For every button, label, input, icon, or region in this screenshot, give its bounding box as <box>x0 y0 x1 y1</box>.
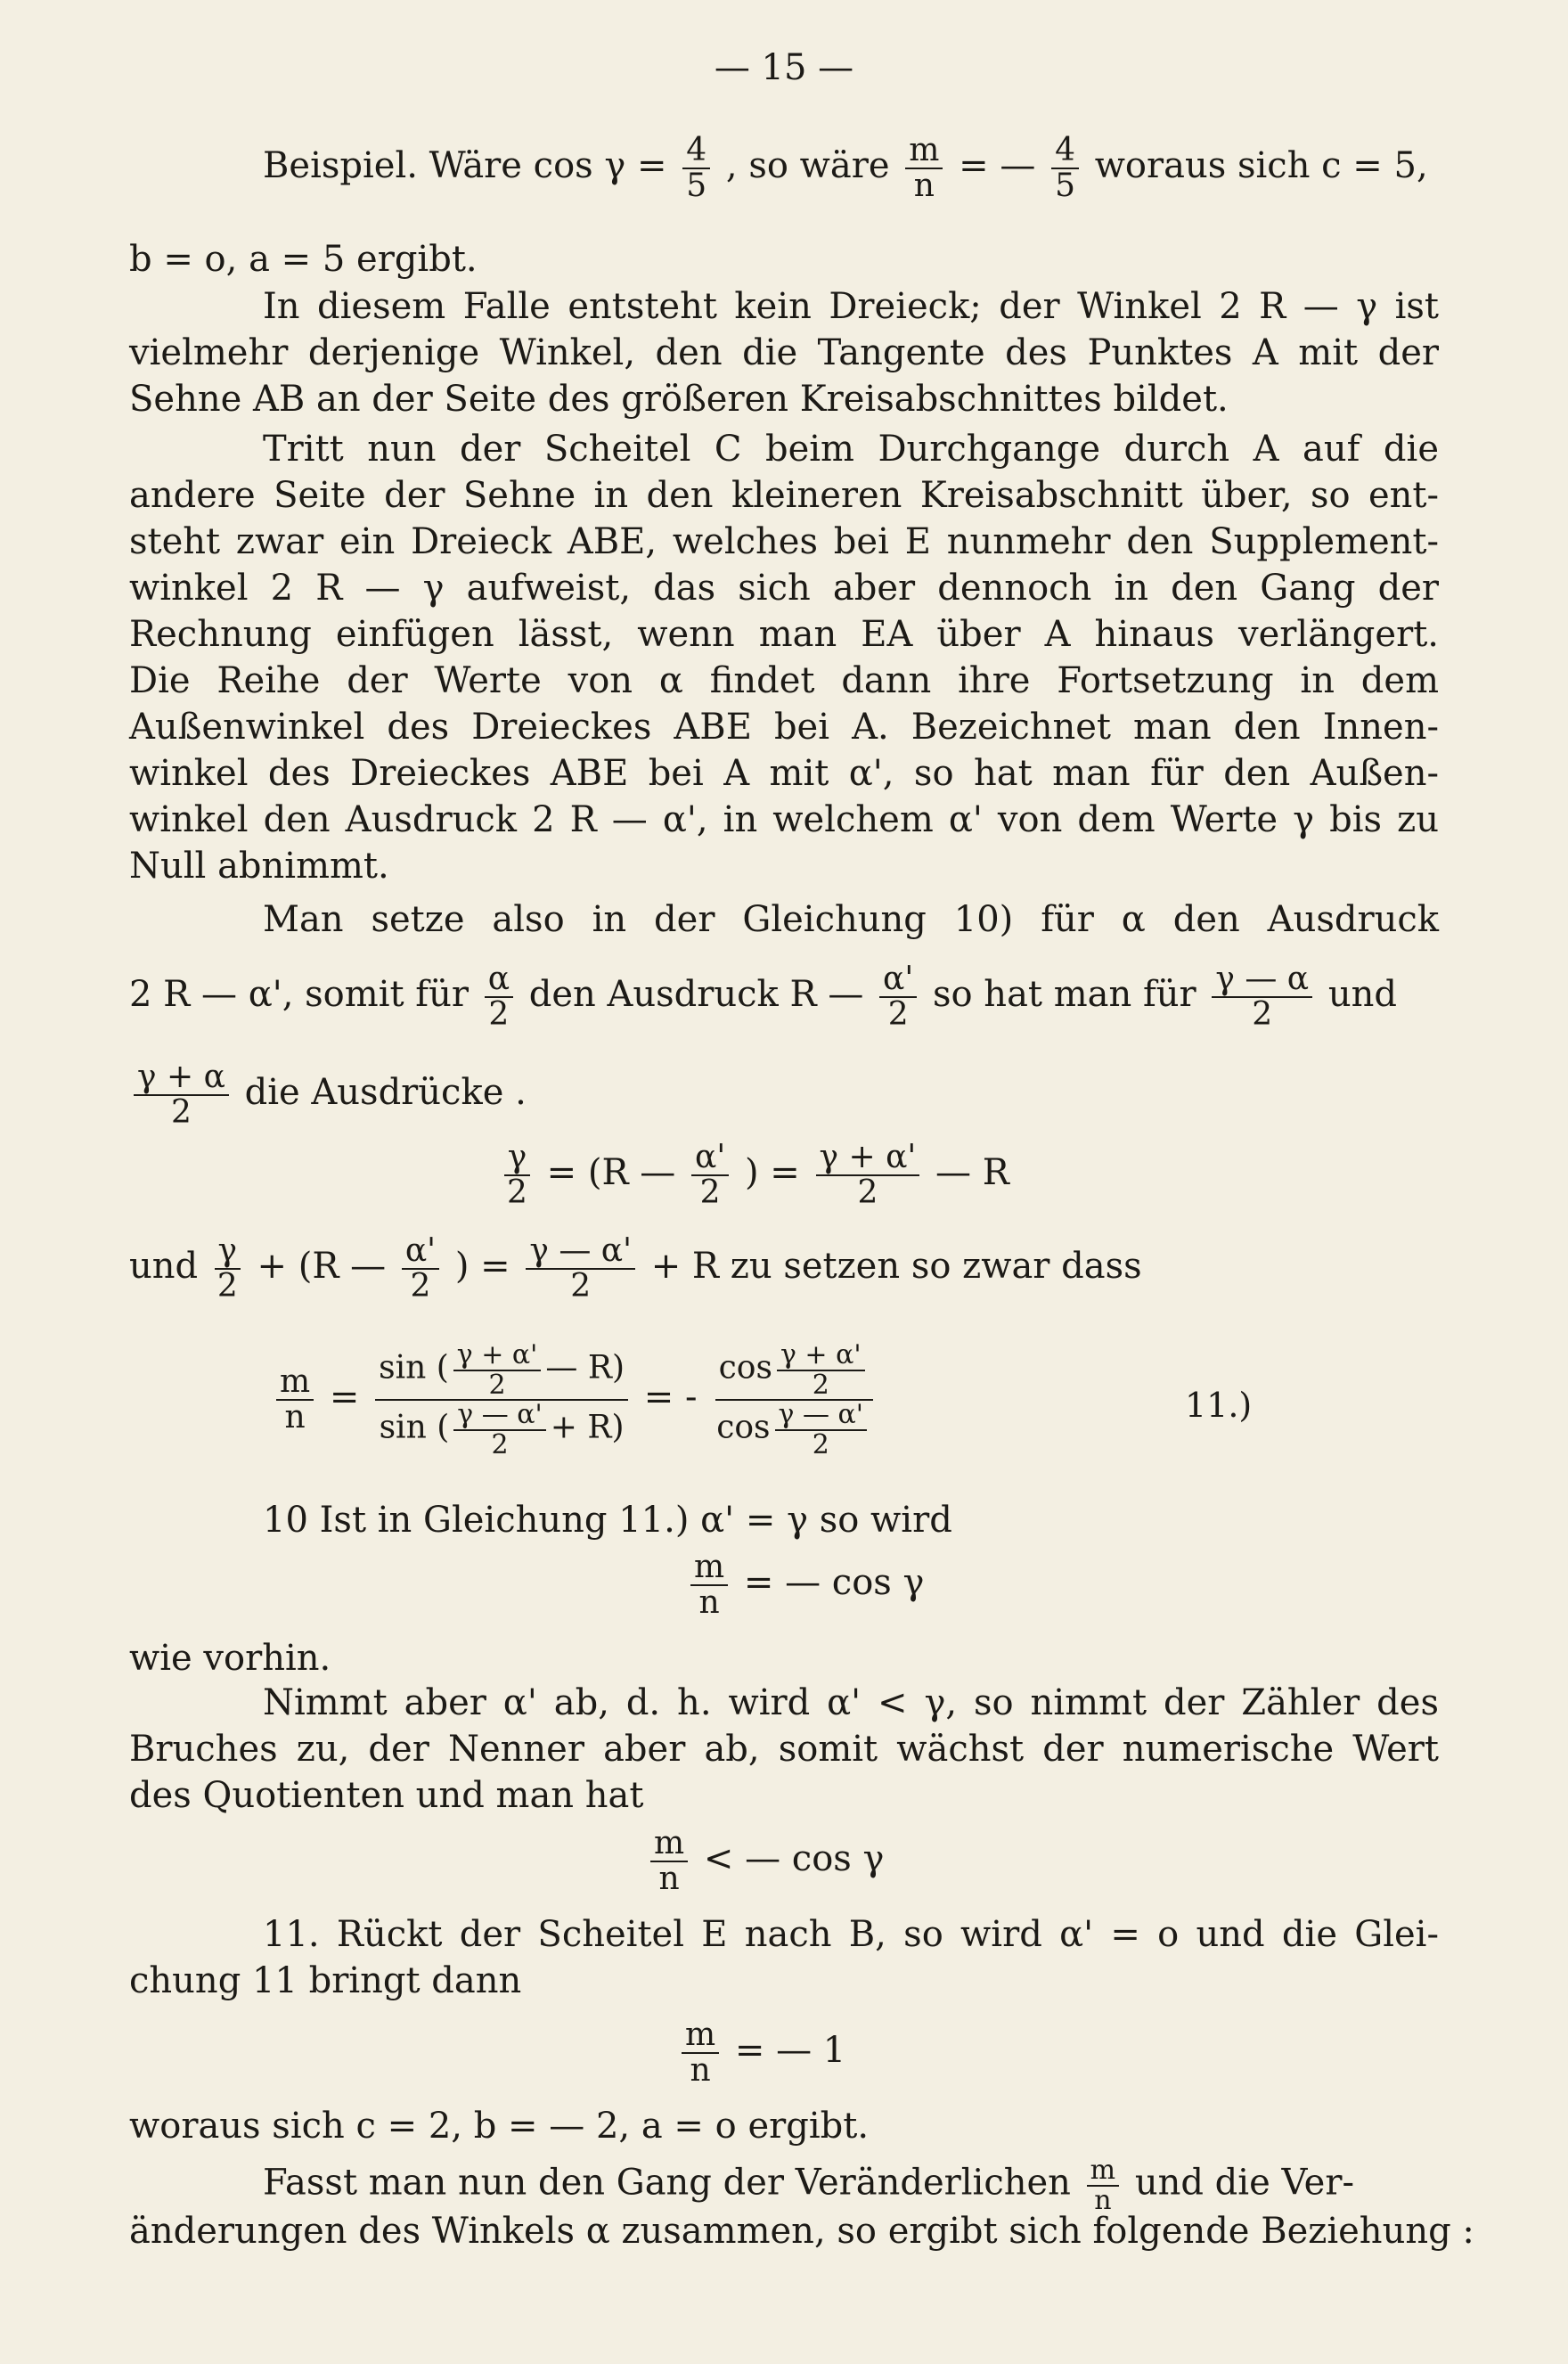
text-line: wie vorhin. <box>129 1638 331 1679</box>
fraction-m-n: $\frac{m}{n}$ <box>690 1550 728 1620</box>
text-line: vielmehr derjenige Winkel, den die Tangente des Punktes A mit der <box>129 332 1439 373</box>
text-line: des Quotienten und man hat <box>129 1775 644 1816</box>
fraction-m-n: $\frac{m}{n}$ <box>276 1365 314 1435</box>
example-line <box>263 134 1568 203</box>
text-line: 2 R — α', somit für $\frac{\alpha}{2}$ den Ausdruck R — $\frac{\alpha'}{2}$ so hat man für $\frac{\gamma — \alpha}{2}$ und <box>129 961 1397 1033</box>
text-line: steht zwar ein Dreieck ABE, welches bei E nunmehr den Supplement- <box>129 521 1439 562</box>
text-line: b = o, a = 5 ergibt. <box>129 239 478 280</box>
text-line: 11. Rückt der Scheitel E nach B, so wird α' = o und die Glei- <box>263 1914 1439 1955</box>
fraction-gamma-minus-alphap: $\frac{\gamma — \alpha'}{2}$ <box>526 1234 635 1304</box>
fraction-alpha-2: $\frac{\alpha}{2}$ <box>485 962 513 1032</box>
fraction-m-n: $\frac{m}{n}$ <box>905 134 943 203</box>
equation-2: und $\frac{\gamma}{2}$ + (R — $\frac{\alpha'}{2}$ ) = $\frac{\gamma — \alpha'}{2}$ + R zu setzen so zwar dass <box>129 1232 1142 1305</box>
text-line: In diesem Falle entsteht kein Dreieck; der Winkel 2 R — γ ist <box>263 286 1439 327</box>
text-line: Die Reihe der Werte von α findet dann ihre Fortsetzung in dem <box>129 660 1439 701</box>
fraction-gamma-plus-alpha: $\frac{\gamma + \alpha}{2}$ <box>134 1060 229 1130</box>
fraction-cos-ratio: cos $\frac{\gamma + \alpha'}{2}$ cos $\frac{\gamma — \alpha'}{2}$ <box>713 1341 875 1459</box>
text-line: Bruches zu, der Nenner aber ab, somit wächst der numerische Wert <box>129 1729 1439 1770</box>
page-number: — 15 — <box>714 47 854 88</box>
equation-11: $\frac{m}{n}$ = sin ( $\frac{\gamma + \alpha'}{2}$ — R) sin ( $\frac{\gamma — \alpha'}{2}$ + R) = - cos $\frac{\gamma + \alpha'}{2}$ cos $\frac{\gamma — \alpha'}{2}$ <box>272 1341 879 1459</box>
text-span: = — <box>959 144 1036 186</box>
equation-lt-cos-gamma: $\frac{m}{n}$ < — cos γ <box>646 1827 884 1896</box>
text-line: woraus sich c = 2, b = — 2, a = o ergibt. <box>129 2106 870 2147</box>
text-line: Sehne AB an der Seite des größeren Kreisabschnittes bildet. <box>129 379 1229 420</box>
equation-minus-one: $\frac{m}{n}$ = — 1 <box>677 2018 845 2088</box>
text-line: änderungen des Winkels α zusammen, so ergibt sich folgende Beziehung : <box>129 2211 1474 2252</box>
fraction-m-n: $\frac{m}{n}$ <box>650 1827 688 1896</box>
text-line: Tritt nun der Scheitel C beim Durchgange durch A auf die <box>263 429 1439 470</box>
fraction-m-n: $\frac{m}{n}$ <box>682 2018 719 2088</box>
text-line: Fasst man nun den Gang der Veränderlichen $\frac{m}{n}$ und die Ver- <box>263 2155 1354 2216</box>
text-span: Beispiel. Wäre cos γ = <box>263 144 667 186</box>
text-line: andere Seite der Sehne in den kleineren Kreisabschnitt über, so ent- <box>129 475 1439 516</box>
fraction-4-5: $\frac{4}{5}$ <box>1051 134 1079 203</box>
fraction-alphap-2: $\frac{\alpha'}{2}$ <box>691 1141 729 1210</box>
text-line: winkel 2 R — γ aufweist, das sich aber dennoch in den Gang der <box>129 568 1439 609</box>
text-line: 10 Ist in Gleichung 11.) α' = γ so wird <box>263 1500 952 1541</box>
fraction-alphap-2: $\frac{\alpha'}{2}$ <box>879 962 917 1032</box>
text-line: Null abnimmt. <box>129 846 389 887</box>
fraction-gamma-2: $\frac{\gamma}{2}$ <box>214 1234 241 1304</box>
text-line: winkel des Dreieckes ABE bei A mit α', so hat man für den Außen- <box>129 753 1439 794</box>
fraction-gamma-plus-alphap: $\frac{\gamma + \alpha'}{2}$ <box>816 1141 920 1210</box>
fraction-4-5: $\frac{4}{5}$ <box>682 134 710 203</box>
fraction-m-n: $\frac{m}{n}$ <box>1087 2156 1119 2214</box>
text-line: $\frac{\gamma + \alpha}{2}$ die Ausdrücke . <box>129 1060 1439 1130</box>
fraction-gamma-2: $\frac{\gamma}{2}$ <box>503 1141 531 1210</box>
text-line: Nimmt aber α' ab, d. h. wird α' < γ, so nimmt der Zähler des <box>263 1682 1439 1723</box>
fraction-alphap-2: $\frac{\alpha'}{2}$ <box>402 1234 439 1304</box>
text-line: Man setze also in der Gleichung 10) für α den Ausdruck <box>263 899 1439 940</box>
fraction-sin-ratio: sin ( $\frac{\gamma + \alpha'}{2}$ — R) sin ( $\frac{\gamma — \alpha'}{2}$ + R) <box>375 1341 628 1459</box>
text-line: Rechnung einfügen lässt, wenn man EA über A hinaus verlängert. <box>129 614 1439 655</box>
equation-number: 11.) <box>1185 1386 1253 1425</box>
text-span: , so wäre <box>725 144 890 186</box>
fraction-gamma-minus-alpha: $\frac{\gamma — \alpha}{2}$ <box>1212 962 1312 1032</box>
equation-1: $\frac{\gamma}{2}$ = (R — $\frac{\alpha'}{2}$ ) = $\frac{\gamma + \alpha'}{2}$ — R <box>499 1141 1009 1210</box>
text-span: woraus sich c = 5, <box>1094 144 1428 186</box>
text-line: chung 11 bringt dann <box>129 1960 522 2001</box>
equation-cos-gamma: $\frac{m}{n}$ = — cos γ <box>686 1550 924 1620</box>
text-line: Außenwinkel des Dreieckes ABE bei A. Bezeichnet man den Innen- <box>129 707 1439 748</box>
text-line: winkel den Ausdruck 2 R — α', in welchem α' von dem Werte γ bis zu <box>129 799 1439 840</box>
